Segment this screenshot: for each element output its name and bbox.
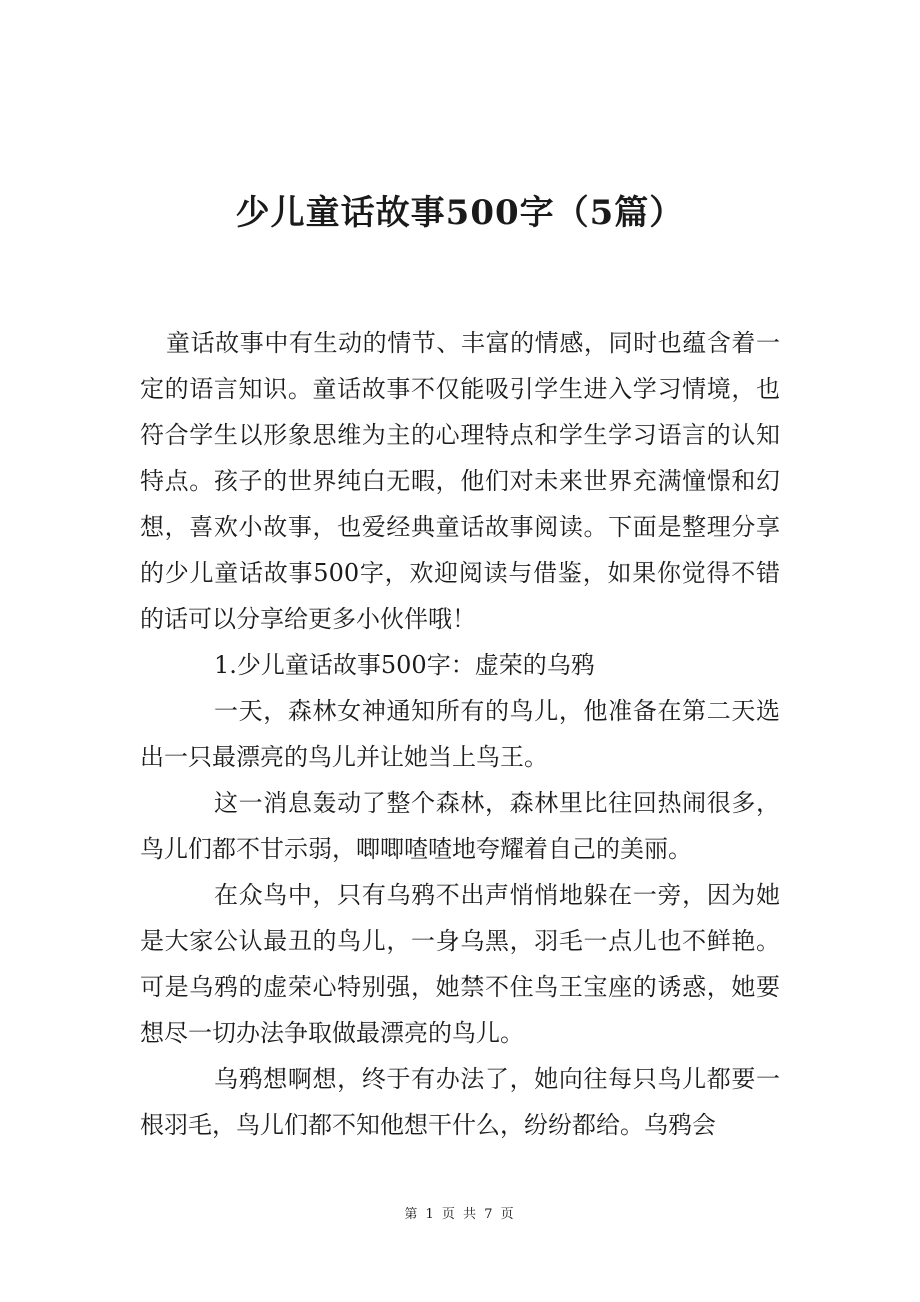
story-paragraph: 在众鸟中，只有乌鸦不出声悄悄地躲在一旁，因为她是大家公认最丑的鸟儿，一身乌黑，羽毛一点儿也不鲜艳。可是乌鸦的虚荣心特别强，她禁不住鸟王宝座的诱惑，她要想尽一切办法争取做最漂亮的鸟儿。	[140, 881, 780, 1047]
story-paragraph: 这一消息轰动了整个森林，森林里比往回热闹很多，鸟儿们都不甘示弱，唧唧喳喳地夸耀着自己的美丽。	[140, 789, 780, 863]
story-paragraph: 乌鸦想啊想，终于有办法了，她向往每只鸟儿都要一根羽毛，鸟儿们都不知他想干什么，纷纷都给。乌鸦会	[140, 1065, 780, 1139]
document-body	[140, 320, 780, 1148]
document-title: 少儿童话故事500字（5篇）	[235, 193, 685, 233]
story-heading: 1.少儿童话故事500字：虚荣的乌鸦	[214, 651, 595, 679]
intro-paragraph: 童话故事中有生动的情节、丰富的情感，同时也蕴含着一定的语言知识。童话故事不仅能吸引学生进入学习情境，也符合学生以形象思维为主的心理特点和学生学习语言的认知特点。孩子的世界纯白无暇，他们对未来世界充满憧憬和幻想，喜欢小故事，也爱经典童话故事阅读。下面是整理分享的少儿童话故事500字，欢迎阅读与借鉴，如果你觉得不错的话可以分享给更多小伙伴哦！	[140, 329, 780, 633]
story-paragraph: 一天，森林女神通知所有的鸟儿，他准备在第二天选出一只最漂亮的鸟儿并让她当上鸟王。	[140, 697, 780, 771]
page-number-footer: 第 1 页 共 7 页	[404, 1207, 516, 1222]
